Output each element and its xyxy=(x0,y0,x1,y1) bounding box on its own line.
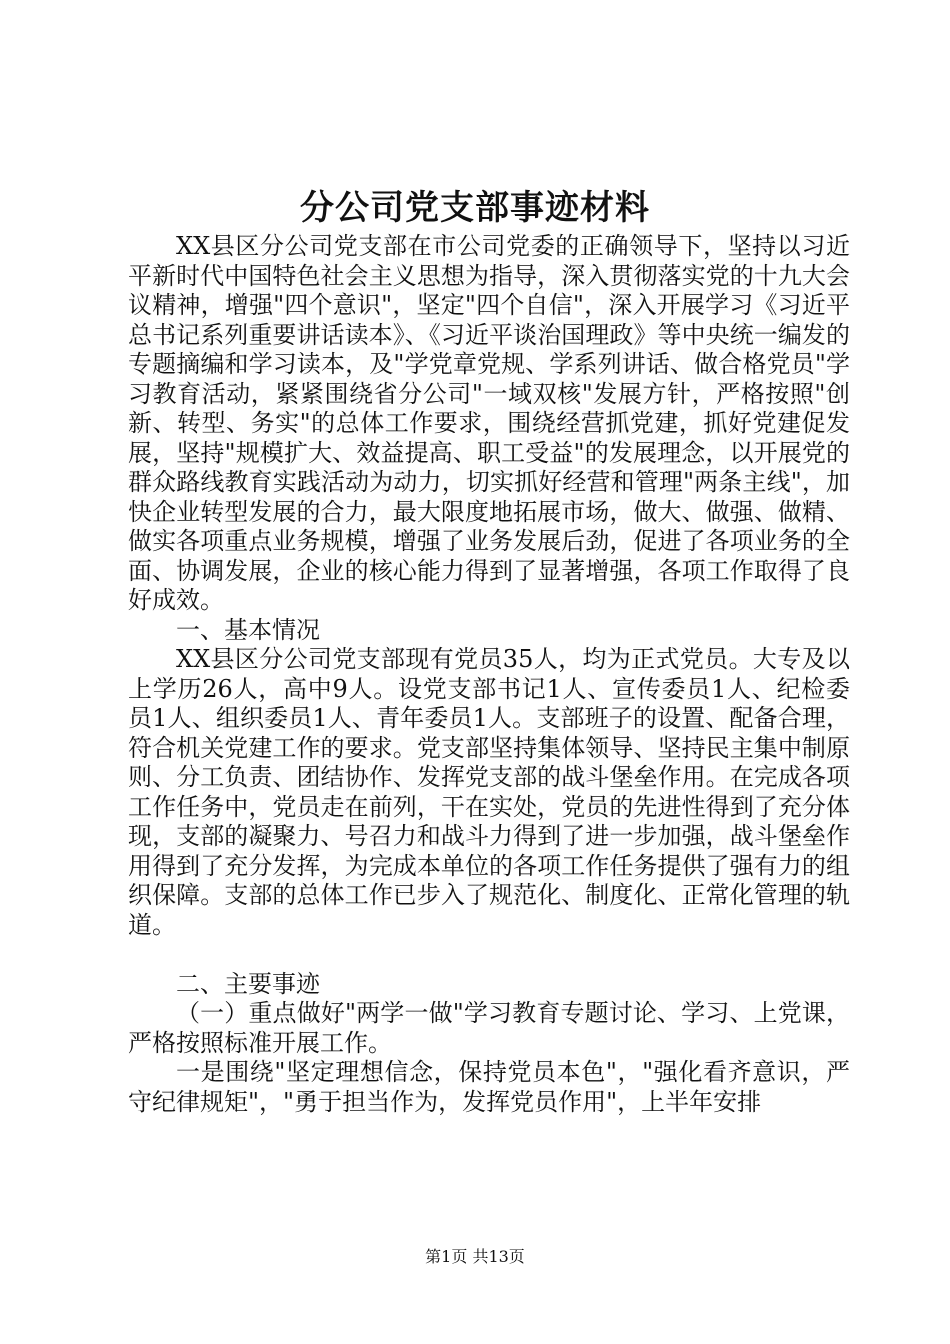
document-title: 分公司党支部事迹材料 xyxy=(300,188,650,228)
basic-situation-paragraph: XX县区分公司党支部现有党员35人，均为正式党员。大专及以上学历26人，高中9人。设党支部书记1人、宣传委员1人、纪检委员1人、组织委员1人、青年委员1人。支部班子的设置、配备合理，符合机关党建工作的要求。党支部坚持集体领导、坚持民主集中制原则、分工负责、团结协作、发挥党支部的战斗堡垒作用。在完成各项工作任务中，党员走在前列，干在实处，党员的先进性得到了充分体现，支部的凝聚力、号召力和战斗力得到了进一步加强，战斗堡垒作用得到了充分发挥，为完成本单位的各项工作任务提供了强有力的组织保障。支部的总体工作已步入了规范化、制度化、正常化管理的轨道。 xyxy=(128,645,850,939)
deeds-paragraph: 一是围绕"坚定理想信念，保持党员本色"，"强化看齐意识，严守纪律规矩"，"勇于担当作为，发挥党员作用"，上半年安排 xyxy=(128,1058,850,1116)
intro-paragraph: XX县区分公司党支部在市公司党委的正确领导下，坚持以习近平新时代中国特色社会主义思想为指导，深入贯彻落实党的十九大会议精神，增强"四个意识"，坚定"四个自信"，深入开展学习《习近平总书记系列重要讲话读本》、《习近平谈治国理政》等中央统一编发的专题摘编和学习读本，及"学党章党规、学系列讲话、做合格党员"学习教育活动，紧紧围绕省分公司"一域双核"发展方针，严格按照"创新、转型、务实"的总体工作要求，围绕经营抓党建，抓好党建促发展，坚持"规模扩大、效益提高、职工受益"的发展理念，以开展党的群众路线教育实践活动为动力，切实抓好经营和管理"两条主线"，加快企业转型发展的合力，最大限度地拓展市场，做大、做强、做精、做实各项重点业务规模，增强了业务发展后劲，促进了各项业务的全面、协调发展，企业的核心能力得到了显著增强，各项工作取得了良好成效。 xyxy=(128,232,850,614)
section-heading-basic: 一、基本情况 xyxy=(176,615,320,644)
subsection-heading-one: （一）重点做好"两学一做"学习教育专题讨论、学习、上党课，严格按照标准开展工作。 xyxy=(128,999,850,1057)
section-heading-deeds: 二、主要事迹 xyxy=(176,969,320,998)
document-body xyxy=(128,232,850,1117)
page-footer: 第1页 共13页 xyxy=(425,1247,525,1266)
